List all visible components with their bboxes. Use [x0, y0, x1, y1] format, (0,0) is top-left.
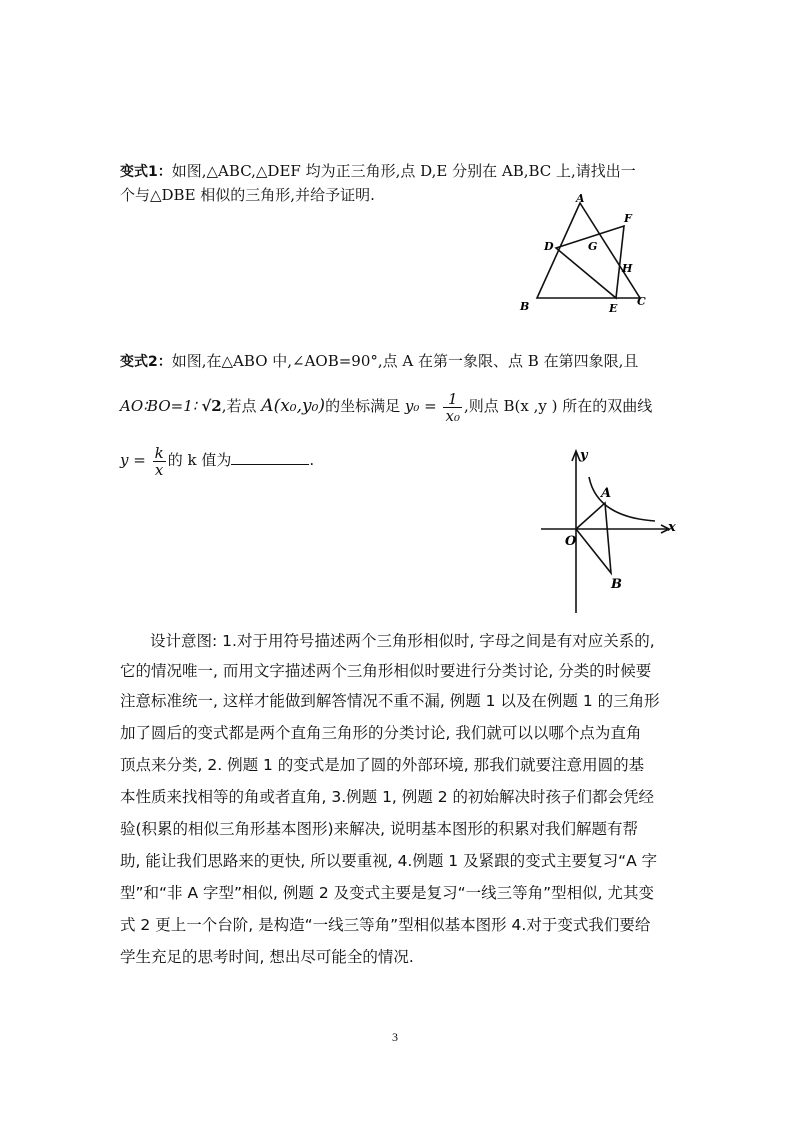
label-o: O [565, 534, 577, 549]
variant2-text1: 如图,在△ABO 中,∠AOB=90°,点 A 在第一象限、点 B 在第四象限,且 [171, 352, 639, 370]
variant1-line2: 个与△DBE 相似的三角形,并给予证明. [120, 186, 375, 204]
design-line-11: 学生充足的思考时间, 想出尽可能全的情况. [120, 948, 414, 966]
label-a: A [601, 486, 612, 501]
design-line-10: 式 2 更上一个台阶, 是构造“一线三等角”型相似基本图形 4.对于变式我们要给 [120, 916, 651, 934]
design-line-1: 设计意图: 1.对于用符号描述两个三角形相似时, 字母之间是有对应关系的, [150, 632, 655, 650]
label-e: E [609, 302, 618, 315]
label-b: B [520, 300, 530, 313]
design-line-7: 验(积累的相似三角形基本图形)来解决, 说明基本图形的积累对我们解题有帮 [120, 820, 638, 838]
variant2-text3: 的 k 值为 [167, 451, 232, 469]
hyperbola-curve [589, 477, 655, 521]
design-line-2: 它的情况唯一, 而用文字描述两个三角形相似时要进行分类讨论, 分类的时候要 [120, 662, 652, 680]
eq-lhs: y₀ = [404, 397, 437, 415]
variant2-text2b: ,若点 [221, 397, 257, 415]
sqrt-value: √2 [201, 397, 222, 415]
label-d: D [544, 240, 554, 253]
variant2-text2c: 的坐标满足 [325, 397, 401, 415]
design-line-9: 型”和“非 A 字型”相似, 例题 2 及变式主要是复习“一线三等角”型相似, 尤其变 [120, 884, 655, 902]
design-line-4: 加了圆后的变式都是两个直角三角形的分类讨论, 我们就可以以哪个点为直角 [120, 724, 642, 742]
variant1-text1: 如图,△ABC,△DEF 均为正三角形,点 D,E 分别在 AB,BC 上,请找出一 [171, 162, 636, 180]
variant2-line2 [120, 388, 652, 424]
label-x: x [668, 520, 676, 535]
hyperbola-figure [535, 445, 685, 620]
answer-blank[interactable] [231, 450, 309, 465]
variant2-line3 [120, 442, 314, 478]
variant1-label: 变式1： [120, 164, 172, 180]
label-a: A [576, 192, 585, 205]
variant1-line1 [120, 160, 636, 183]
fraction-k-over-x [153, 445, 166, 478]
triangle-def [556, 226, 624, 298]
triangle-figure [510, 188, 660, 318]
design-line-5: 顶点来分类, 2. 例题 1 的变式是加了圆的外部环境, 那我们就要注意用圆的基 [120, 756, 645, 774]
label-g: G [588, 240, 598, 253]
variant2-text2d: ,则点 B(x ,y ) 所在的双曲线 [463, 397, 653, 415]
label-f: F [624, 212, 632, 225]
design-line-3: 注意标准统一, 这样才能做到解答情况不重不漏, 例题 1 以及在例题 1 的三角形 [120, 692, 660, 710]
frac-num: 1 [443, 391, 461, 408]
ratio-text: AO∶BO=1∶ [120, 397, 197, 415]
frac-den: x₀ [445, 406, 460, 425]
point-a-coord: A(x₀,y₀) [261, 396, 326, 416]
label-c: C [637, 295, 646, 308]
variant2-text3-end: . [309, 451, 315, 469]
frac-k: k [154, 443, 164, 462]
design-line-6: 本性质来找相等的角或者直角, 3.例题 1, 例题 2 的初始解决时孩子们都会凭经 [120, 788, 655, 806]
label-y: y [580, 448, 588, 463]
variant2-label: 变式2： [120, 354, 172, 370]
design-line-8: 助, 能让我们思路来的更快, 所以要重视, 4.例题 1 及紧跟的变式主要复习“A 字 [120, 852, 658, 870]
fraction-one-over-x0 [443, 391, 461, 424]
triangle-abo [576, 503, 611, 573]
variant2-line1 [120, 350, 638, 373]
hyperbola-lhs: y = [120, 451, 146, 469]
label-h: H [622, 262, 633, 275]
page-number: 3 [392, 1030, 398, 1044]
frac-x: x [154, 460, 164, 479]
label-b: B [611, 577, 622, 592]
